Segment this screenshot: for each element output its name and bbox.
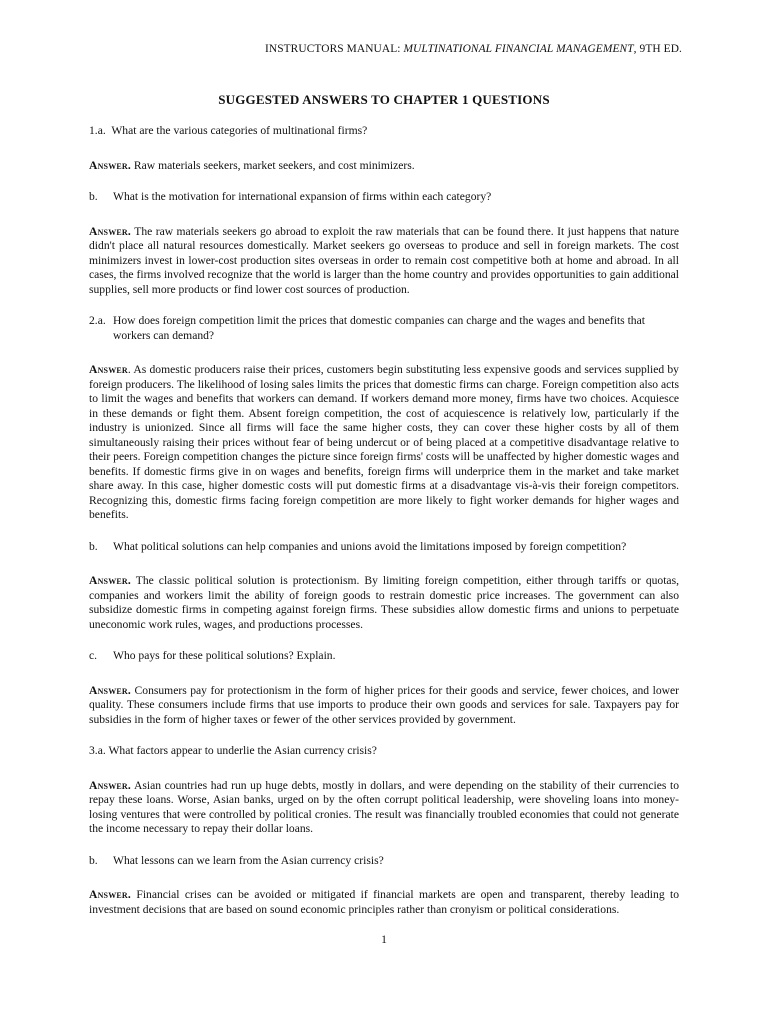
question-text: What lessons can we learn from the Asian currency crisis? bbox=[113, 853, 384, 867]
question-number: 3.a. bbox=[89, 744, 106, 757]
page-title: SUGGESTED ANSWERS TO CHAPTER 1 QUESTIONS bbox=[218, 92, 550, 107]
question-number: c. bbox=[89, 649, 98, 662]
question-text: What is the motivation for international expansion of firms within each category? bbox=[113, 190, 492, 203]
question-text: What political solutions can help companies and unions avoid the limitations imposed by foreign competition? bbox=[113, 539, 627, 553]
question-3b bbox=[89, 854, 679, 869]
answer-3a bbox=[89, 779, 679, 837]
answer-label: Answer. bbox=[89, 683, 132, 697]
qa-body bbox=[89, 124, 679, 917]
answer-text: Financial crises can be avoided or mitigated if financial markets are open and transparent, thereby leading to investment decisions that are based on sound economic principles rather than cronyism or political considerations. bbox=[89, 888, 679, 916]
answer-text: Raw materials seekers, market seekers, and cost minimizers. bbox=[133, 158, 415, 172]
answer-label: Answer. bbox=[89, 778, 132, 792]
answer-3b bbox=[89, 888, 679, 917]
answer-text: As domestic producers raise their prices, customers begin substituting less expensive goods and services supplied by foreign producers. The likelihood of losing sales limits the prices that domestic firms can charge. Foreign competition also acts to limit the wages and benefits that workers can demand. If workers demand more money, firms have two choices. Acquiesce in these demands or fight them. Absent foreign competition, the cost of acquiescence is relatively low, particularly if the industry is unionized. Since all firms will face the same higher costs, they can cover these higher costs by all of them simultaneously raising their prices without fear of being undercut or of being placed at a competitive disadvantage relative to their peers. Foreign competition changes the picture since foreign firms' costs will be unaffected by higher domestic wages and benefits. If domestic firms give in on wages and benefits, foreign firms will underprice them in the market and take market share away. In this case, higher domestic costs will put domestic firms at a disadvantage vis-à-vis their foreign competitors. Recognizing this, domestic firms facing foreign competition are more likely to fight worker demands for higher wages and benefits. bbox=[89, 363, 679, 521]
answer-label: Answer. bbox=[89, 224, 132, 238]
answer-1a bbox=[89, 159, 679, 174]
answer-text: Asian countries had run up huge debts, mostly in dollars, and were depending on the stability of their currencies to repay these loans. Worse, Asian banks, urged on by the often corrupt political leadership, were shoveling loans into money-losing ventures that were controlled by political cronies. The result was financially troubled economies that could not generate the income necessary to repay their dollar loans. bbox=[89, 778, 679, 835]
page-number: 1 bbox=[381, 933, 387, 946]
answer-text: Consumers pay for protectionism in the form of higher prices for their goods and service, fewer choices, and lower quality. These consumers include firms that use imports to produce their own goods and services for sale. Taxpayers pay for subsidies in the form of higher taxes or fewer of the other services provided by government. bbox=[89, 683, 679, 726]
question-number: b. bbox=[89, 853, 98, 867]
question-number: 1.a. bbox=[89, 124, 106, 137]
answer-label: Answer bbox=[89, 363, 128, 376]
answer-2c bbox=[89, 684, 679, 728]
question-2c bbox=[89, 649, 679, 664]
running-header bbox=[265, 43, 682, 55]
question-number: b. bbox=[89, 190, 98, 203]
answer-2a: Answer. As domestic producers raise their prices, customers begin substituting less expensive goods and services supplied by foreign producers. The likelihood of losing sales limits the prices that domestic firms can charge. Foreign competition also acts to limit the wages and benefits that workers can demand. If workers demand more money, firms have two choices. Acquiesce in these demands or fight them. Absent foreign competition, the cost of acquiescence is relatively low, particularly if the industry is unionized. Since all firms will face the same higher costs, they can cover these higher costs by all of them simultaneously raising their prices without fear of being undercut or of being placed at a competitive disadvantage relative to their peers. Foreign competition changes the picture since foreign firms' costs will be unaffected by higher domestic wages and benefits. If domestic firms give in on wages and benefits, foreign firms will underprice them in the market and take market share away. In this case, higher domestic costs will put domestic firms at a disadvantage vis-à-vis their foreign competitors. Recognizing this, domestic firms facing foreign competition are more likely to fight worker demands for higher wages and benefits. bbox=[89, 363, 679, 521]
header-prefix: INSTRUCTORS MANUAL: bbox=[264, 43, 404, 55]
question-3a bbox=[89, 744, 679, 759]
question-text: What factors appear to underlie the Asian currency crisis? bbox=[108, 744, 377, 757]
answer-label: Answer. bbox=[89, 888, 132, 901]
header-edition: , 9TH ED. bbox=[633, 43, 682, 55]
header-book-title: MULTINATIONAL FINANCIAL MANAGEMENT bbox=[403, 43, 634, 55]
answer-text: The classic political solution is protectionism. By limiting foreign competition, either through tariffs or quotas, companies and workers limit the ability of foreign goods to restrain domestic price increases. The government can also subsidize domestic firms in competing against foreign firms. These subsidies allow domestic firms and unions to perpetuate uneconomic work rules, wages, and productions processes. bbox=[89, 574, 679, 631]
question-2a bbox=[89, 314, 679, 343]
question-2b bbox=[89, 540, 679, 555]
question-1a bbox=[89, 124, 679, 139]
answer-text: The raw materials seekers go abroad to exploit the raw materials that can be found there. It just happens that nature didn't place all natural resources domestically. Market seekers go overseas to produce and sell in foreign markets. The cost minimizers invest in lower-cost production sites overseas in order to remain cost competitive both at home and abroad. In all cases, the firms involved recognize that the world is larger than the home country and provides opportunities to gain additional supplies, sell more products or find lower cost sources of production. bbox=[89, 224, 679, 296]
question-text: What are the various categories of multinational firms? bbox=[111, 124, 368, 137]
answer-label: Answer. bbox=[89, 574, 132, 587]
question-1b bbox=[89, 190, 679, 205]
question-text: Who pays for these political solutions? Explain. bbox=[113, 649, 336, 662]
answer-2b bbox=[89, 574, 679, 632]
question-number: 2.a. bbox=[89, 314, 106, 327]
answer-label: Answer. bbox=[89, 158, 132, 172]
question-number: b. bbox=[89, 539, 98, 553]
question-text: How does foreign competition limit the prices that domestic companies can charge and the wages and benefits that workers can demand? bbox=[113, 314, 645, 342]
answer-1b bbox=[89, 225, 679, 298]
